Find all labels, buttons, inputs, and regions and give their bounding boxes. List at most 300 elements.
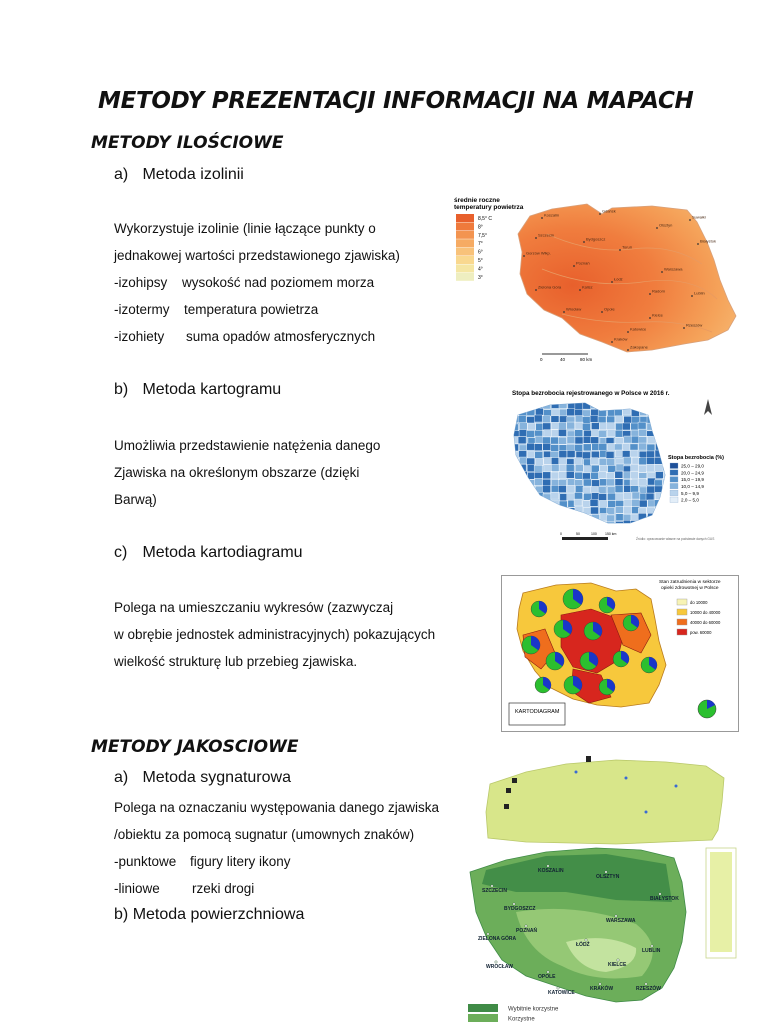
district-cell [639,521,647,528]
legend-label: 7,5° [478,232,487,239]
city-label: Kraków [614,336,628,342]
district-cell [544,451,552,458]
district-cell [654,515,662,522]
district-cell [582,452,590,459]
district-cell [567,436,575,443]
district-cell [616,464,624,471]
district-cell [664,506,672,513]
method-name: Metoda izolinii [142,166,244,183]
badge-label: KARTODIAGRAM [515,709,560,715]
city-label: ŁÓDŹ [576,942,590,948]
district-cell [647,458,655,465]
text-line: Polega na oznaczaniu występowania danego zjawiska [114,800,439,815]
city-dot [487,933,489,935]
district-cell [575,464,583,471]
scale-label: 100 [591,532,597,536]
legend-label: 5,0 – 9,9 [681,490,699,496]
district-cell [631,464,639,471]
district-cell [519,471,527,478]
city-label: Kalisz [582,284,593,290]
district-cell [654,464,662,471]
district-cell [544,465,552,472]
city-dot [617,959,619,961]
district-cell [558,422,566,429]
district-cell [559,458,567,465]
district-cell [535,459,543,466]
city-dot [615,915,617,917]
district-cell [551,472,559,479]
city-dot [649,293,651,295]
text-line: Polega na umieszczaniu wykresów (zazwyczaj [114,600,394,615]
district-cell [551,451,559,458]
city-dot [611,281,613,283]
district-cell [647,451,655,458]
city-dot [547,865,549,867]
term-row [114,881,254,896]
method-marker: c) [114,544,128,561]
district-cell [622,444,630,451]
district-cell [615,479,623,486]
district-cell [591,409,599,416]
city-label: WROCŁAW [486,964,513,970]
district-cell [615,430,623,437]
city-dot [649,317,651,319]
district-cell [558,437,566,444]
city-dot [535,289,537,291]
legend-swatch [456,273,474,281]
district-cell [656,416,664,423]
city-dot [541,217,543,219]
city-label: RZESZÓW [636,986,661,992]
district-cell [511,401,519,408]
district-cell [663,522,671,529]
district-cell [583,436,591,443]
district-cell [543,513,551,520]
district-cell [598,471,606,478]
district-cell [647,416,655,423]
term-desc: temperatura powietrza [184,302,319,317]
district-cell [639,465,647,472]
scale-label: 0 [560,532,562,536]
district-cell [510,513,518,520]
district-cell [544,430,552,437]
legend-swatch [677,609,687,615]
city-dot [563,311,565,313]
city-label: Opole [604,306,615,312]
district-cell [606,473,614,480]
district-cell [527,485,535,492]
district-cell [656,507,664,514]
district-cell [614,410,622,417]
city-label: Suwałki [692,214,706,220]
district-cell [631,499,639,506]
scale-label: 40 [560,357,566,362]
district-cell [599,443,607,450]
district-cell [646,464,654,471]
district-cell [527,417,535,424]
district-cell [510,499,518,506]
city-label: Olsztyn [659,222,673,228]
district-cell [566,471,574,478]
method-signature-heading [114,769,291,787]
district-cell [542,506,550,513]
city-dot [523,255,525,257]
district-cell [527,409,535,416]
district-cell [655,521,663,528]
choropleth-districts [510,401,672,529]
district-cell [624,492,632,499]
district-cell [590,415,598,422]
district-cell [551,445,559,452]
city-label: Szczecin [538,232,555,238]
district-cell [591,451,599,458]
district-cell [559,451,567,458]
choropleth-legend [670,463,704,503]
district-cell [542,402,550,409]
district-cell [607,487,615,494]
district-cell [510,522,518,529]
district-cell [535,522,543,529]
district-cell [592,443,600,450]
city-label: SZCZECIN [482,888,507,894]
district-cell [654,457,662,464]
district-cell [575,409,583,416]
district-cell [606,521,614,528]
district-cell [511,409,519,416]
city-label: OPOLE [538,974,556,980]
district-cell [567,494,575,501]
district-cell [616,438,624,445]
district-cell [582,423,590,430]
city-dot [513,903,515,905]
district-cell [575,472,583,479]
district-cell [583,402,591,409]
scale-label: 50 [576,532,580,536]
district-cell [616,514,624,521]
legend-label: 8° [478,224,483,231]
city-label: Gorzów Wlkp. [526,250,551,256]
legend-label: 10,0 – 14,9 [681,484,704,489]
city-dot [495,961,497,963]
legend-swatch [677,599,687,605]
district-cell [575,430,583,437]
text-line: Zjawiska na określonym obszarze (dzięki [114,465,360,480]
scale-bar [560,532,617,540]
district-cell [527,521,535,528]
city-label: Gdańsk [602,208,616,214]
method-marker: a) [114,769,129,786]
district-cell [511,459,519,466]
district-cell [663,402,671,409]
district-cell [559,409,567,416]
city-dot [557,987,559,989]
district-cell [655,450,663,457]
choropleth-unemployment-map [490,385,735,547]
district-cell [647,444,655,451]
district-cell [527,452,535,459]
district-cell [544,457,552,464]
district-cell [631,423,639,430]
district-cell [598,410,606,417]
district-cell [575,445,583,452]
method-marker: b) [114,381,129,398]
legend-label: Korzystne [508,1016,535,1023]
legend-swatch [677,619,687,625]
district-cell [511,444,519,451]
district-cell [608,465,616,472]
district-cell [646,493,654,500]
district-cell [560,416,568,423]
legend-swatch [456,231,474,239]
map-title: Stan zatrudnienia w sektorze [659,580,721,585]
district-cell [630,471,638,478]
district-cell [567,513,575,520]
district-cell [663,417,671,424]
district-cell [600,500,608,507]
district-cell [590,486,598,493]
district-cell [575,522,583,529]
district-cell [624,506,632,513]
city-dot [525,925,527,927]
text-line: wielkość strukturę lub przebieg zjawiska. [114,654,358,669]
district-cell [647,507,655,514]
legend-label: 7° [478,241,483,248]
map-title: Stopa bezrobocia rejestrowanego w Polsce w 2016 r. [512,390,670,397]
city-label: Lublin [694,290,705,296]
district-cell [559,472,567,479]
district-cell [543,472,551,479]
district-cell [551,416,559,423]
city-dot [573,265,575,267]
district-cell [638,513,646,520]
district-cell [615,416,623,423]
city-dot [645,983,647,985]
district-cell [623,457,631,464]
district-cell [568,521,576,528]
district-cell [536,506,544,513]
city-label: KOSZALIN [538,868,564,874]
legend-swatch [670,490,678,496]
district-cell [567,485,575,492]
district-cell [615,506,623,513]
district-cell [639,500,647,507]
text-line: Wykorzystuje izolinie (linie łączące punkty o [114,221,376,236]
city-label: Zakopane [630,344,648,350]
district-cell [543,443,551,450]
district-cell [520,493,528,500]
district-cell [624,401,632,408]
district-cell [654,409,662,416]
legend-swatch [456,248,474,256]
district-cell [663,422,671,429]
city-label: Bydgoszcz [586,236,606,242]
city-label: Koszalin [544,212,560,218]
section-heading-quantitative: METODY ILOŚCIOWE [91,133,284,153]
district-cell [534,465,542,472]
method-marker: b) [114,906,129,923]
district-cell [519,451,527,458]
city-label: Łódź [614,276,623,282]
district-cell [559,401,567,408]
district-cell [551,464,559,471]
scale-label: 0 [540,357,543,362]
city-dot [611,341,613,343]
city-label: WARSZAWA [606,918,636,924]
district-cell [534,415,542,422]
cartodiagram-map [501,575,739,732]
district-cell [535,478,543,485]
district-cell [631,514,639,521]
district-cell [648,513,656,520]
term-row [114,854,291,869]
district-cell [543,423,551,430]
district-cell [518,464,526,471]
district-cell [511,486,519,493]
district-cell [542,416,550,423]
city-label: POZNAŃ [516,928,538,934]
method-isoline-heading [114,166,244,184]
district-cell [616,494,624,501]
legend-swatch [670,470,678,476]
legend-label: 6° [478,249,483,256]
method-name: Metoda sygnaturowa [142,769,291,786]
district-cell [646,408,654,415]
legend-swatch [456,239,474,247]
legend-label: pow. 60000 [690,630,712,635]
district-cell [542,437,550,444]
district-cell [582,501,590,508]
district-cell [656,430,664,437]
district-cell [615,450,623,457]
district-cell [590,507,598,514]
district-cell [567,422,575,429]
district-cell [574,458,582,465]
text-line: Barwą) [114,492,157,507]
district-cell [608,493,616,500]
legend-swatch [456,264,474,272]
method-marker: a) [114,166,129,183]
district-cell [551,422,559,429]
legend-swatch [456,256,474,264]
legend-swatch [468,1014,498,1022]
district-cell [654,423,662,430]
district-cell [552,514,560,521]
district-cell [535,452,543,459]
district-cell [648,478,656,485]
district-cell [599,401,607,408]
city-dot [491,885,493,887]
district-cell [655,436,663,443]
city-dot [605,871,607,873]
district-cell [536,514,544,521]
city-dot [599,213,601,215]
city-label: ZIELONA GÓRA [478,936,517,942]
district-cell [590,458,598,465]
method-name: Metoda kartogramu [142,381,282,398]
legend-label: 3° [478,274,483,281]
method-area-heading [114,906,304,924]
district-cell [567,409,575,416]
city-dot [691,295,693,297]
district-cell [624,499,632,506]
district-cell [512,506,520,513]
method-cartodiagram-heading [114,544,303,562]
map-source: Źródło: opracowanie własne na podstawie danych GUS [636,537,715,541]
district-cell [526,501,534,508]
district-cell [615,485,623,492]
district-cell [607,401,615,408]
district-cell [535,492,543,499]
text-line: /obiektu za pomocą sugnatur (umownych znaków) [114,827,415,842]
district-cell [512,478,520,485]
legend-swatch [468,1004,498,1012]
district-cell [527,458,535,465]
district-cell [663,514,671,521]
term-desc: rzeki drogi [192,881,255,896]
legend-label: 20,0 – 24,9 [681,470,704,476]
city-label: OLSZTYN [596,874,620,880]
legend-title: średnie roczne [454,197,500,204]
district-cell [591,472,599,479]
district-cell [526,508,534,515]
term-desc: wysokość nad poziomem morza [182,275,375,290]
district-cell [575,403,583,410]
legend-label: 10000 do 40000 [690,610,721,615]
district-cell [518,437,526,444]
scale-label: 80 km [580,357,593,362]
city-dot [547,971,549,973]
city-dot [627,331,629,333]
district-cell [518,507,526,514]
district-cell [558,486,566,493]
district-cell [526,514,534,521]
district-cell [639,451,647,458]
district-cell [631,401,639,408]
district-cell [534,444,542,451]
district-cell [630,450,638,457]
district-cell [624,416,632,423]
district-cell [542,521,550,528]
term: -izohiety [114,329,165,344]
district-cell [535,436,543,443]
district-cell [606,451,614,458]
district-cell [558,429,566,436]
district-cell [527,492,535,499]
district-cell [639,403,647,410]
city-label: KATOWICE [548,990,575,996]
legend-swatch [677,629,687,635]
district-cell [662,437,670,444]
district-cell [591,437,599,444]
legend-title: Stopa bezrobocia (%) [668,455,724,461]
district-cell [607,416,615,423]
section-heading-qualitative: METODY JAKOSCIOWE [91,737,299,757]
district-cell [519,402,527,409]
city-label: BIAŁYSTOK [650,896,679,902]
isoline-legend [456,214,492,281]
map-title: opieki zdrowotnej w Polsce [661,586,719,591]
district-cell [510,424,518,431]
scale-label: 150 km [605,532,617,536]
city-dot [627,349,629,351]
district-cell [566,464,574,471]
term-row [114,302,318,317]
district-cell [640,487,648,494]
district-cell [646,401,654,408]
district-cell [639,429,647,436]
district-cell [590,499,598,506]
district-cell [574,499,582,506]
